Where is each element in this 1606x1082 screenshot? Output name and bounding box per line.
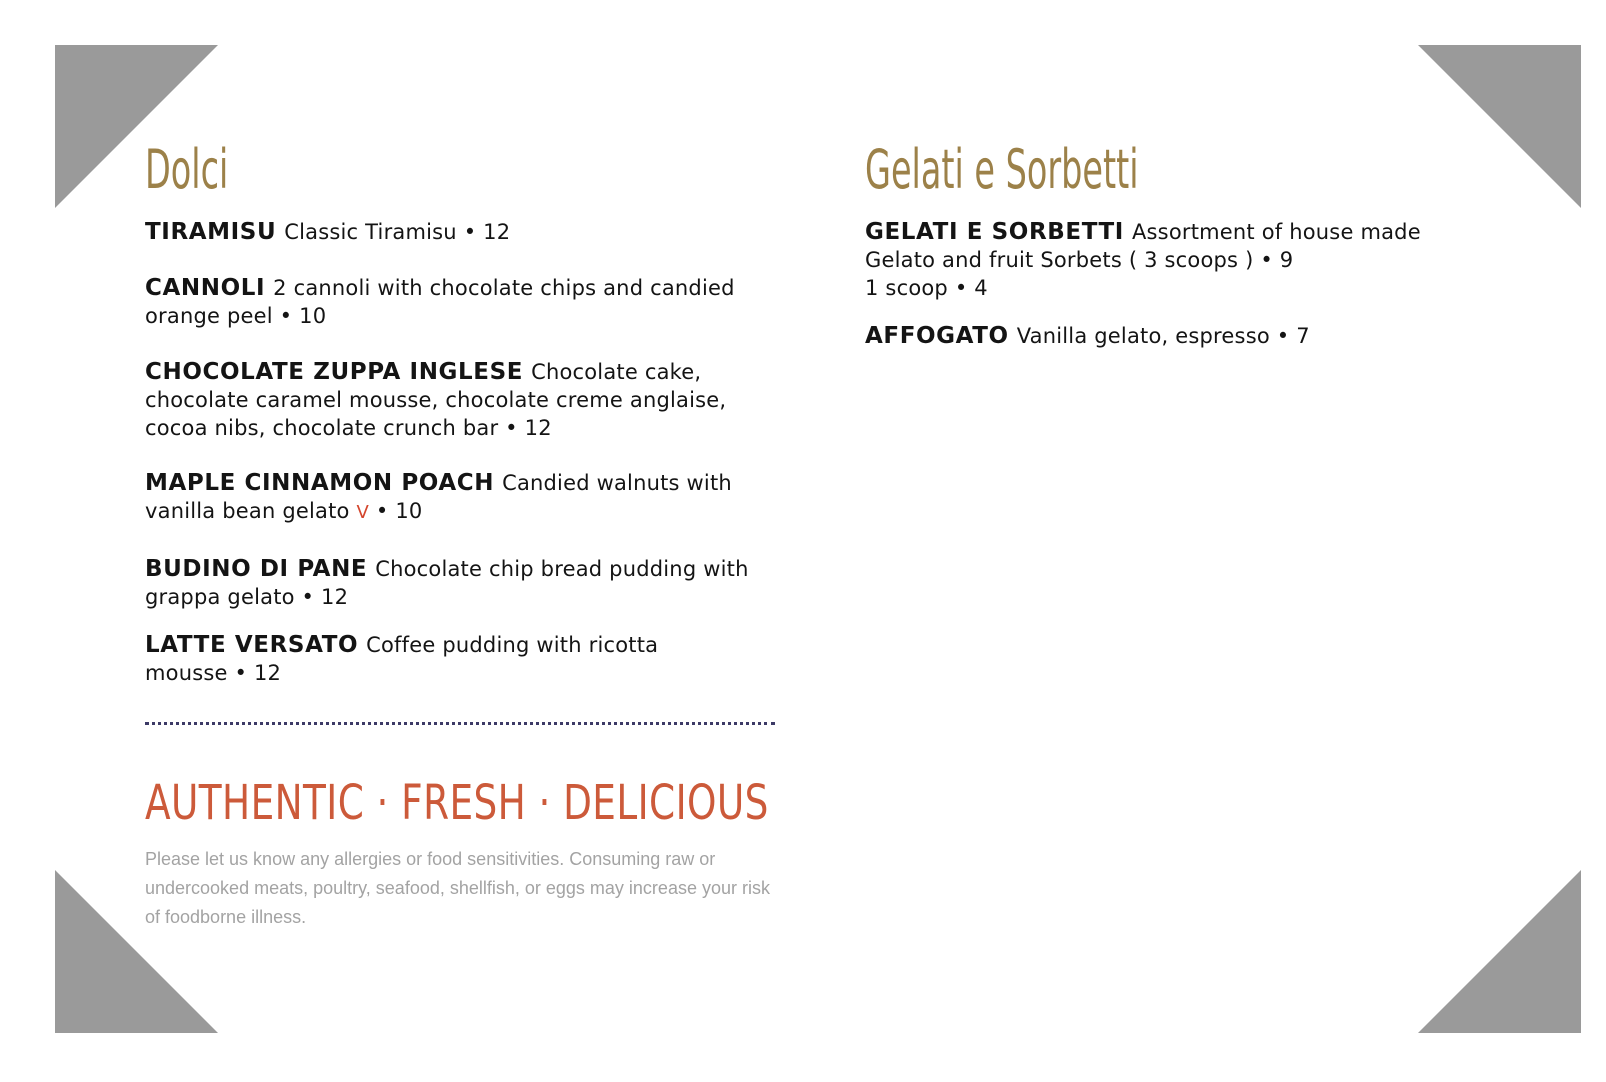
- item-description: Chocolate cake, chocolate caramel mousse, chocolate creme anglaise, cocoa nibs, chocolate crunch bar • 12: [145, 360, 727, 440]
- item-name: TIRAMISU: [145, 219, 277, 245]
- gelati-menu: [865, 218, 1455, 350]
- menu-item-affogato: [865, 322, 1455, 350]
- item-description: Chocolate chip bread pudding with grappa gelato • 12: [145, 557, 749, 609]
- item-description: Assortment of house made Gelato and fruit Sorbets ( 3 scoops ) • 9: [865, 220, 1421, 272]
- menu-item-gelati-e-sorbetti: [865, 218, 1455, 302]
- allergy-disclaimer: Please let us know any allergies or food sensitivities. Consuming raw or undercooked meats, poultry, seafood, shellfish, or eggs may increase your risk of foodborne illness.: [145, 849, 770, 927]
- menu-item-budino-di-pane: [145, 555, 785, 611]
- corner-triangle-top-right: [1418, 45, 1581, 208]
- gelati-title: Gelati e Sorbetti: [865, 138, 1139, 201]
- item-name: LATTE VERSATO: [145, 632, 359, 658]
- item-name: CANNOLI: [145, 275, 266, 301]
- tagline: AUTHENTIC · FRESH · DELICIOUS: [145, 775, 769, 831]
- item-name: CHOCOLATE ZUPPA INGLESE: [145, 359, 524, 385]
- item-description: Vanilla gelato, espresso • 7: [1016, 324, 1310, 348]
- vegetarian-icon: V: [356, 502, 369, 523]
- item-description: Coffee pudding with ricotta mousse • 12: [145, 633, 659, 685]
- menu-item-cannoli: [145, 274, 785, 330]
- dolci-menu: [145, 218, 785, 687]
- menu-item-maple-cinnamon-poach: [145, 469, 785, 527]
- item-name: GELATI E SORBETTI: [865, 219, 1124, 245]
- dolci-title: Dolci: [145, 138, 229, 201]
- corner-triangle-bottom-right: [1418, 870, 1581, 1033]
- item-price: • 10: [375, 499, 423, 523]
- menu-item-chocolate-zuppa-inglese: [145, 358, 785, 442]
- menu-item-tiramisu: [145, 218, 785, 246]
- item-name: AFFOGATO: [865, 323, 1009, 349]
- dotted-divider: [145, 722, 775, 725]
- item-description: 2 cannoli with chocolate chips and candied orange peel • 10: [145, 276, 735, 328]
- item-name: BUDINO DI PANE: [145, 556, 368, 582]
- item-extra-option: 1 scoop • 4: [865, 276, 988, 300]
- item-description: Candied walnuts with vanilla bean gelato: [145, 471, 732, 523]
- item-description: Classic Tiramisu • 12: [284, 220, 511, 244]
- item-name: MAPLE CINNAMON POACH: [145, 470, 495, 496]
- menu-item-latte-versato: [145, 631, 685, 687]
